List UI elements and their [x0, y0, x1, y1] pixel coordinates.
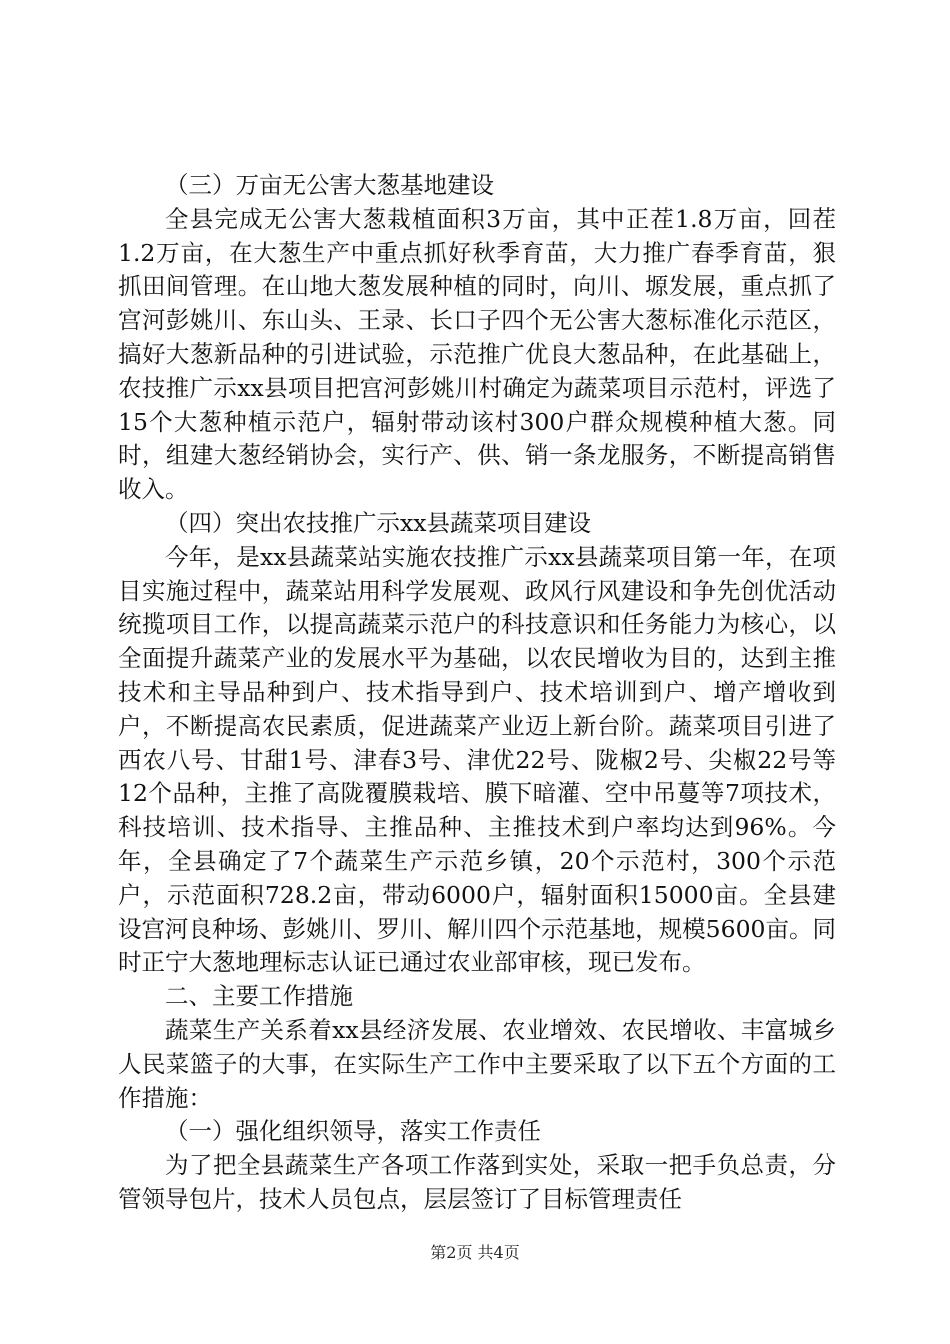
body-paragraph: 今年，是xx县蔬菜站实施农技推广示xx县蔬菜项目第一年，在项目实施过程中，蔬菜站用科学发展观、政风行风建设和争先创优活动统揽项目工作，以提高蔬菜示范户的科技意识和任务能力为核心，以全面提升蔬菜产业的发展水平为基础，以农民增收为目的，达到主推技术和主导品种到户、技术指导到户、技术培训到户、增产增收到户，不断提高农民素质，促进蔬菜产业迈上新台阶。蔬菜项目引进了西农八号、甘甜1号、津春3号、津优22号、陇椒2号、尖椒22号等12个品种，主推了高陇覆膜栽培、膜下暗灌、空中吊蔓等7项技术，科技培训、技术指导、主推品种、主推技术到户率均达到96%。今年，全县确定了7个蔬菜生产示范乡镇，20个示范村，300个示范户，示范面积728.2亩，带动6000户，辐射面积15000亩。全县建设宫河良种场、彭姚川、罗川、解川四个示范基地，规模5600亩。同时正宁大葱地理标志认证已通过农业部审核，现已发布。	[118, 542, 836, 977]
body-paragraph: 为了把全县蔬菜生产各项工作落到实处，采取一把手负总责，分管领导包片，技术人员包点，层层签订了目标管理责任	[118, 1151, 836, 1213]
section-heading: （四）突出农技推广示xx县蔬菜项目建设	[165, 508, 592, 537]
section-heading: （一）强化组织领导，落实工作责任	[165, 1117, 541, 1146]
section-heading: 二、主要工作措施	[165, 982, 353, 1011]
document-body	[118, 169, 836, 1217]
page-footer: 第2页 共4页	[430, 1243, 520, 1262]
body-paragraph: 蔬菜生产关系着xx县经济发展、农业增效、农民增收、丰富城乡人民菜篮子的大事，在实际生产工作中主要采取了以下五个方面的工作措施：	[118, 1015, 836, 1112]
body-paragraph: 全县完成无公害大葱栽植面积3万亩，其中正茬1.8万亩，回茬1.2万亩，在大葱生产中重点抓好秋季育苗，大力推广春季育苗，狠抓田间管理。在山地大葱发展种植的同时，向川、塬发展，重点抓了宫河彭姚川、东山头、王录、长口子四个无公害大葱标准化示范区，搞好大葱新品种的引进试验，示范推广优良大葱品种，在此基础上，农技推广示xx县项目把宫河彭姚川村确定为蔬菜项目示范村，评选了15个大葱种植示范户，辐射带动该村300户群众规模种植大葱。同时，组建大葱经销协会，实行产、供、销一条龙服务，不断提高销售收入。	[118, 204, 836, 504]
section-heading: （三）万亩无公害大葱基地建设	[165, 171, 494, 199]
